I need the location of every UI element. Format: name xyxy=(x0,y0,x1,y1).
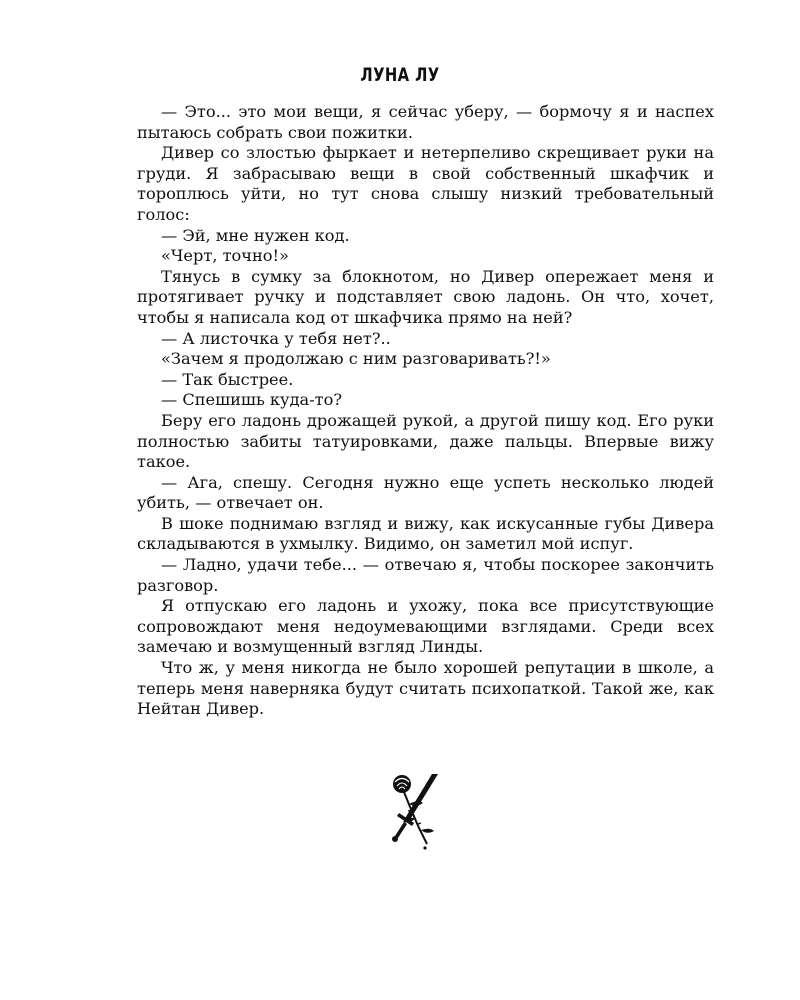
rose-and-dagger-icon xyxy=(382,770,446,850)
paragraph: — Это... это мои вещи, я сейчас уберу, — бормочу я и наспех пытаюсь собрать свои пожитки. xyxy=(137,102,714,142)
paragraph: В шоке поднимаю взгляд и вижу, как искусанные губы Дивера складываются в ухмылку. Видимо, он заметил мой испуг. xyxy=(137,513,714,554)
paragraph: «Черт, точно!» xyxy=(161,246,289,266)
paragraph: Беру его ладонь дрожащей рукой, а другой пишу код. Его руки полностью забиты татуировками, даже пальцы. Впервые вижу такое. xyxy=(137,410,714,472)
paragraph: — Ладно, удачи тебе... — отвечаю я, чтобы поскорее закончить разговор. xyxy=(137,555,714,595)
paragraph: — Эй, мне нужен код. xyxy=(161,225,350,245)
body-text xyxy=(137,102,714,720)
paragraph: — А листочка у тебя нет?.. xyxy=(161,328,391,348)
paragraph: Что ж, у меня никогда не было хорошей репутации в школе, а теперь меня наверняка будут считать психопаткой. Такой же, как Нейтан Дивер. xyxy=(137,658,714,719)
paragraph: «Зачем я продолжаю с ним разговаривать?!» xyxy=(161,349,551,369)
running-head: ЛУНА ЛУ xyxy=(360,64,440,86)
paragraph: Тянусь в сумку за блокнотом, но Дивер опережает меня и протягивает ручку и подставляет свою ладонь. Он что, хочет, чтобы я написала код от шкафчика прямо на ней? xyxy=(137,266,714,327)
paragraph: — Спешишь куда-то? xyxy=(161,390,343,410)
paragraph: — Ага, спешу. Сегодня нужно еще успеть несколько людей убить, — отвечает он. xyxy=(137,472,714,513)
paragraph: — Так быстрее. xyxy=(161,369,294,389)
paragraph: Дивер со злостью фыркает и нетерпеливо скрещивает руки на груди. Я забрасываю вещи в свой собственный шкафчик и тороплюсь уйти, но тут снова слышу низкий требовательный голос: xyxy=(137,143,714,224)
paragraph: Я отпускаю его ладонь и ухожу, пока все присутствующие сопровождают меня недоумевающими взглядами. Среди всех замечаю и возмущенный взгляд Линды. xyxy=(137,596,714,657)
